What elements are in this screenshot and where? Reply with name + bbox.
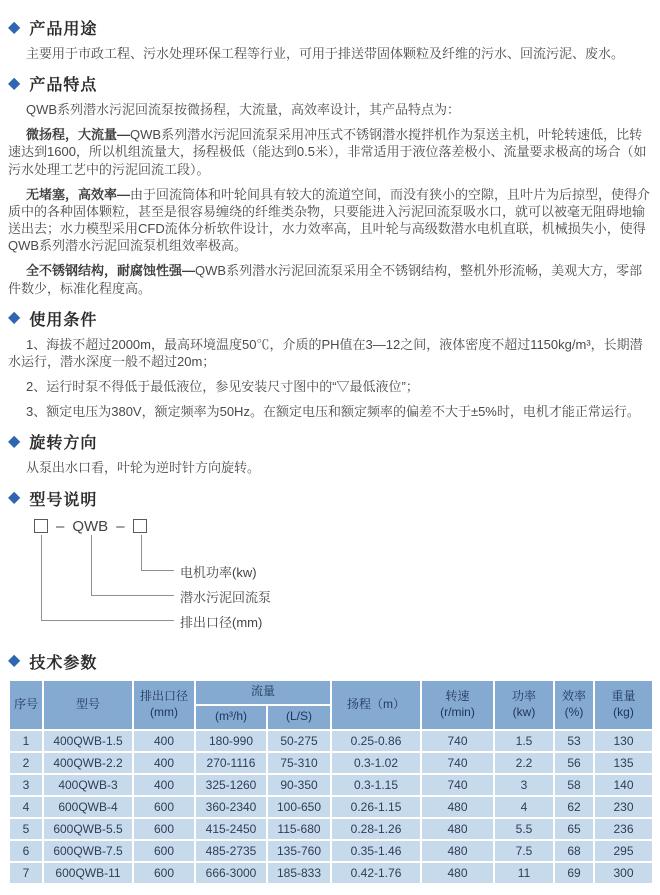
table-cell: 0.3-1.02 xyxy=(331,752,421,774)
table-cell: 4 xyxy=(494,796,554,818)
feature-lead: 微扬程，大流量— xyxy=(26,127,131,143)
col-header-power-line2: (kw) xyxy=(512,704,536,719)
feature-text: QWB系列潜水污泥回流泵采用冲压式不锈钢潜水搅拌机作为泵送主机，叶轮转速低，比转速达到1600，所以机组流量大，扬程极低（能达到0.5米），非常适用于液位落差极小、流量要求极高的场合（如污水处理工艺中的污泥回流工段）。 xyxy=(8,127,647,177)
col-header-flow-ls: (L/S) xyxy=(267,705,331,730)
table-cell: 300 xyxy=(594,862,653,884)
table-cell: 400QWB-2.2 xyxy=(43,752,133,774)
rotation-body: 从泵出水口看，叶轮为逆时针方向旋转。 xyxy=(26,460,261,476)
table-cell: 0.3-1.15 xyxy=(331,774,421,796)
table-cell: 3 xyxy=(9,774,43,796)
table-cell: 400QWB-1.5 xyxy=(43,730,133,752)
feature-item xyxy=(8,126,652,177)
col-header-speed-line1: 转速 xyxy=(445,688,470,703)
connector-line xyxy=(91,595,174,596)
table-cell: 600QWB-11 xyxy=(43,862,133,884)
table-row xyxy=(9,862,653,884)
col-header-outlet xyxy=(133,680,195,730)
table-cell: 0.28-1.26 xyxy=(331,818,421,840)
col-header-efficiency-line2: (%) xyxy=(564,704,584,719)
table-row xyxy=(9,752,653,774)
table-cell: 480 xyxy=(421,818,494,840)
table-cell: 90-350 xyxy=(267,774,331,796)
col-header-efficiency-line1: 效率 xyxy=(562,688,587,703)
table-row xyxy=(9,730,653,752)
table-cell: 135-760 xyxy=(267,840,331,862)
section-heading-rotation xyxy=(8,430,652,453)
specs-table-body xyxy=(9,730,653,884)
table-cell: 5 xyxy=(9,818,43,840)
connector-line xyxy=(141,535,142,571)
section-title-usage: 产品用途 xyxy=(29,21,98,38)
section-title-rotation: 旋转方向 xyxy=(29,435,98,453)
table-cell: 7.5 xyxy=(494,840,554,862)
col-header-power xyxy=(494,680,554,730)
diamond-icon: ◆ xyxy=(8,489,21,506)
col-header-model: 型号 xyxy=(43,680,133,730)
diamond-icon: ◆ xyxy=(8,432,21,450)
specs-table xyxy=(8,679,654,885)
specs-table-header xyxy=(9,680,653,730)
table-cell: 69 xyxy=(554,862,594,884)
table-cell: 0.42-1.76 xyxy=(331,862,421,884)
section-heading-usage xyxy=(8,16,652,39)
model-box-left xyxy=(34,519,48,533)
table-cell: 740 xyxy=(421,730,494,752)
table-cell: 115-680 xyxy=(267,818,331,840)
model-series-code: QWB xyxy=(72,517,109,535)
col-header-speed xyxy=(421,680,494,730)
section-heading-features xyxy=(8,72,652,95)
col-header-efficiency xyxy=(554,680,594,730)
table-cell: 75-310 xyxy=(267,752,331,774)
table-cell: 485-2735 xyxy=(195,840,267,862)
table-cell: 6 xyxy=(9,840,43,862)
col-header-weight-line2: (kg) xyxy=(613,704,634,719)
table-cell: 740 xyxy=(421,752,494,774)
table-cell: 53 xyxy=(554,730,594,752)
feature-text: QWB系列潜水污泥回流泵采用全不锈钢结构，整机外形流畅，美观大方，零部件数少，标准化程度高。 xyxy=(8,263,643,296)
table-cell: 130 xyxy=(594,730,653,752)
model-code xyxy=(34,518,147,535)
feature-text: 由于回流筒体和叶轮间具有较大的流道空间，而没有狭小的空隙，且叶片为后掠型，使得介质中的各种固体颗粒，甚至是很容易缠绕的纤维类杂物，只要能进入污泥回流泵吸水口，就可以被毫无阻碍地输送出去；水力模型采用CFD流体分析软件设计，水力效率高，且叶轮与高级数潜水电机直联，机械损失小，使得QWB系列潜水污泥回流泵机组效率极高。 xyxy=(8,186,651,254)
table-cell: 50-275 xyxy=(267,730,331,752)
table-cell: 56 xyxy=(554,752,594,774)
table-cell: 4 xyxy=(9,796,43,818)
table-cell: 230 xyxy=(594,796,653,818)
col-header-outlet-line2: (mm) xyxy=(150,704,178,719)
col-header-speed-line2: (r/min) xyxy=(440,704,475,719)
col-header-head: 扬程（m） xyxy=(331,680,421,730)
table-cell: 600 xyxy=(133,840,195,862)
table-row xyxy=(9,840,653,862)
model-label-pump-type: 潜水污泥回流泵 xyxy=(180,589,272,605)
feature-lead: 全不锈钢结构，耐腐蚀性强— xyxy=(26,263,196,279)
table-cell: 65 xyxy=(554,818,594,840)
feature-item xyxy=(8,186,652,255)
table-row xyxy=(9,774,653,796)
table-cell: 480 xyxy=(421,862,494,884)
model-label-power: 电机功率(kw) xyxy=(180,564,257,580)
table-cell: 2.2 xyxy=(494,752,554,774)
condition-item: 2、运行时泵不得低于最低液位，参见安装尺寸图中的“▽最低液位”； xyxy=(26,379,419,395)
table-cell: 236 xyxy=(594,818,653,840)
table-cell: 180-990 xyxy=(195,730,267,752)
table-cell: 600 xyxy=(133,796,195,818)
table-cell: 740 xyxy=(421,774,494,796)
table-cell: 135 xyxy=(594,752,653,774)
table-cell: 100-650 xyxy=(267,796,331,818)
diamond-icon: ◆ xyxy=(8,74,21,92)
col-header-weight-line1: 重量 xyxy=(611,688,636,703)
diamond-icon: ◆ xyxy=(8,309,21,327)
table-cell: 0.26-1.15 xyxy=(331,796,421,818)
section-title-conditions: 使用条件 xyxy=(29,311,98,329)
col-header-outlet-line1: 排出口径 xyxy=(139,688,188,703)
diamond-icon: ◆ xyxy=(8,652,21,669)
col-header-weight xyxy=(594,680,653,730)
connector-line xyxy=(41,535,42,621)
model-dash: – xyxy=(116,517,125,535)
table-cell: 325-1260 xyxy=(195,774,267,796)
condition-item: 3、额定电压为380V，额定频率为50Hz。在额定电压和额定频率的偏差不大于±5%时，电机才能正常运行。 xyxy=(26,404,640,420)
table-cell: 11 xyxy=(494,862,554,884)
table-cell: 1 xyxy=(9,730,43,752)
section-heading-conditions xyxy=(8,307,652,330)
feature-lead: 无堵塞，高效率— xyxy=(26,186,131,202)
table-cell: 666-3000 xyxy=(195,862,267,884)
table-cell: 480 xyxy=(421,840,494,862)
table-cell: 600QWB-5.5 xyxy=(43,818,133,840)
table-cell: 62 xyxy=(554,796,594,818)
table-cell: 400 xyxy=(133,730,195,752)
table-cell: 270-1116 xyxy=(195,752,267,774)
table-cell: 600QWB-7.5 xyxy=(43,840,133,862)
col-header-serial: 序号 xyxy=(9,680,43,730)
table-cell: 185-833 xyxy=(267,862,331,884)
feature-item xyxy=(8,262,652,296)
table-cell: 480 xyxy=(421,796,494,818)
connector-line xyxy=(41,620,174,621)
table-cell: 140 xyxy=(594,774,653,796)
table-cell: 600 xyxy=(133,818,195,840)
section-title-features: 产品特点 xyxy=(29,77,98,95)
table-cell: 600 xyxy=(133,862,195,884)
connector-line xyxy=(141,570,174,571)
section-title-model: 型号说明 xyxy=(29,491,98,509)
connector-line xyxy=(91,535,92,596)
diamond-icon: ◆ xyxy=(8,18,21,36)
table-cell: 5.5 xyxy=(494,818,554,840)
table-cell: 360-2340 xyxy=(195,796,267,818)
section-heading-model xyxy=(8,487,652,510)
col-header-flow-m3h: (m³/h) xyxy=(195,705,267,730)
table-cell: 400 xyxy=(133,774,195,796)
table-cell: 3 xyxy=(494,774,554,796)
table-cell: 7 xyxy=(9,862,43,884)
section-title-specs: 技术参数 xyxy=(29,654,98,672)
table-row xyxy=(9,818,653,840)
table-cell: 600QWB-4 xyxy=(43,796,133,818)
table-cell: 400 xyxy=(133,752,195,774)
model-diagram xyxy=(34,518,652,640)
model-dash: – xyxy=(56,517,65,535)
section-heading-specs xyxy=(8,650,652,673)
table-cell: 68 xyxy=(554,840,594,862)
condition-item: 1、海拔不超过2000m，最高环境温度50℃，介质的PH值在3—12之间，液体密度不超过1150kg/m³，长期潜水运行，潜水深度一般不超过20m； xyxy=(8,336,643,369)
model-label-outlet-diameter: 排出口径(mm) xyxy=(180,614,263,630)
table-cell: 415-2450 xyxy=(195,818,267,840)
model-box-right xyxy=(133,519,147,533)
table-cell: 0.25-0.86 xyxy=(331,730,421,752)
table-cell: 2 xyxy=(9,752,43,774)
col-header-flow-group: 流量 xyxy=(195,680,331,705)
features-intro: QWB系列潜水污泥回流泵按微扬程，大流量，高效率设计，其产品特点为： xyxy=(26,102,461,118)
table-cell: 400QWB-3 xyxy=(43,774,133,796)
usage-body: 主要用于市政工程、污水处理环保工程等行业，可用于排送带固体颗粒及纤维的污水、回流污泥、废水。 xyxy=(26,46,625,61)
col-header-power-line1: 功率 xyxy=(512,688,537,703)
table-row xyxy=(9,796,653,818)
table-cell: 1.5 xyxy=(494,730,554,752)
table-cell: 0.35-1.46 xyxy=(331,840,421,862)
table-cell: 295 xyxy=(594,840,653,862)
table-cell: 58 xyxy=(554,774,594,796)
